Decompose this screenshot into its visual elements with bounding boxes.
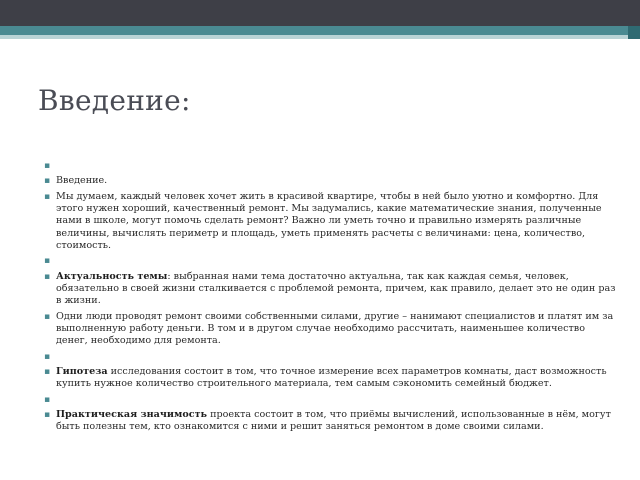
- list-item: [44, 175, 616, 187]
- list-item-bold: Актуальность темы: [56, 270, 168, 282]
- list-item-text: Мы думаем, каждый человек хочет жить в красивой квартире, чтобы в ней было уютно и комфортно. Для этого нужен хороший, качественный ремонт. Мы задумались, какие математические знания, полученные нами в школе, могут помочь сделать ремонт? Важно ли уметь точно и правильно измерять различные величины, вычислять периметр и площадь, уметь применять расчеты с величинами: цена, количество, стоимость.: [56, 190, 602, 251]
- list-item-text: Введение.: [56, 175, 108, 187]
- bullet-icon: ▪: [44, 394, 51, 405]
- bullet-icon: ▪: [44, 191, 51, 202]
- bullet-icon: ▪: [44, 161, 51, 171]
- list-item: [44, 160, 616, 172]
- bullet-icon: ▪: [44, 410, 51, 421]
- header-band-teal-light: [0, 35, 640, 39]
- bullet-icon: ▪: [44, 367, 51, 378]
- list-item: [44, 271, 616, 308]
- list-item-text: проекта состоит в том, что приёмы вычислений, использованные в нём, могут быть полезны тем, кто ознакомится с ними и решит заняться ремонтом в доме своими силами.: [56, 409, 611, 433]
- list-item-text: Одни люди проводят ремонт своими собственными силами, другие – нанимают специалистов и платят им за выполненную работу деньги. В том и в другом случае необходимо рассчитать, наименьшее количество денег, необходимо для ремонта.: [56, 310, 614, 347]
- header-band-dark: [0, 0, 640, 26]
- list-item-text: : выбранная нами тема достаточно актуальна, так как каждая семья, человек, обязательно в своей жизни сталкивается с проблемой ремонта, причем, как правило, делает это не один раз в жизни.: [56, 270, 616, 307]
- list-item-bold: Гипотеза: [56, 366, 108, 378]
- bullet-icon: ▪: [44, 271, 51, 282]
- bullet-list: [44, 160, 616, 437]
- list-item-bold: Практическая значимость: [56, 409, 208, 421]
- list-item: [44, 394, 616, 406]
- list-item: [44, 366, 616, 390]
- header-band-teal: [0, 26, 640, 35]
- bullet-icon: ▪: [44, 256, 51, 267]
- list-item: [44, 191, 616, 252]
- bullet-icon: ▪: [44, 176, 51, 187]
- bullet-icon: ▪: [44, 311, 51, 322]
- bullet-icon: ▪: [44, 351, 51, 362]
- header-corner-accent: [628, 26, 640, 39]
- list-item: [44, 255, 616, 267]
- slide-title: Введение:: [38, 84, 191, 117]
- list-item: [44, 311, 616, 348]
- list-item-text: исследования состоит в том, что точное измерение всех параметров комнаты, даст возможность купить нужное количество строительного материала, тем самым сэкономить семейный бюджет.: [56, 366, 607, 390]
- list-item: [44, 351, 616, 363]
- list-item: [44, 409, 616, 433]
